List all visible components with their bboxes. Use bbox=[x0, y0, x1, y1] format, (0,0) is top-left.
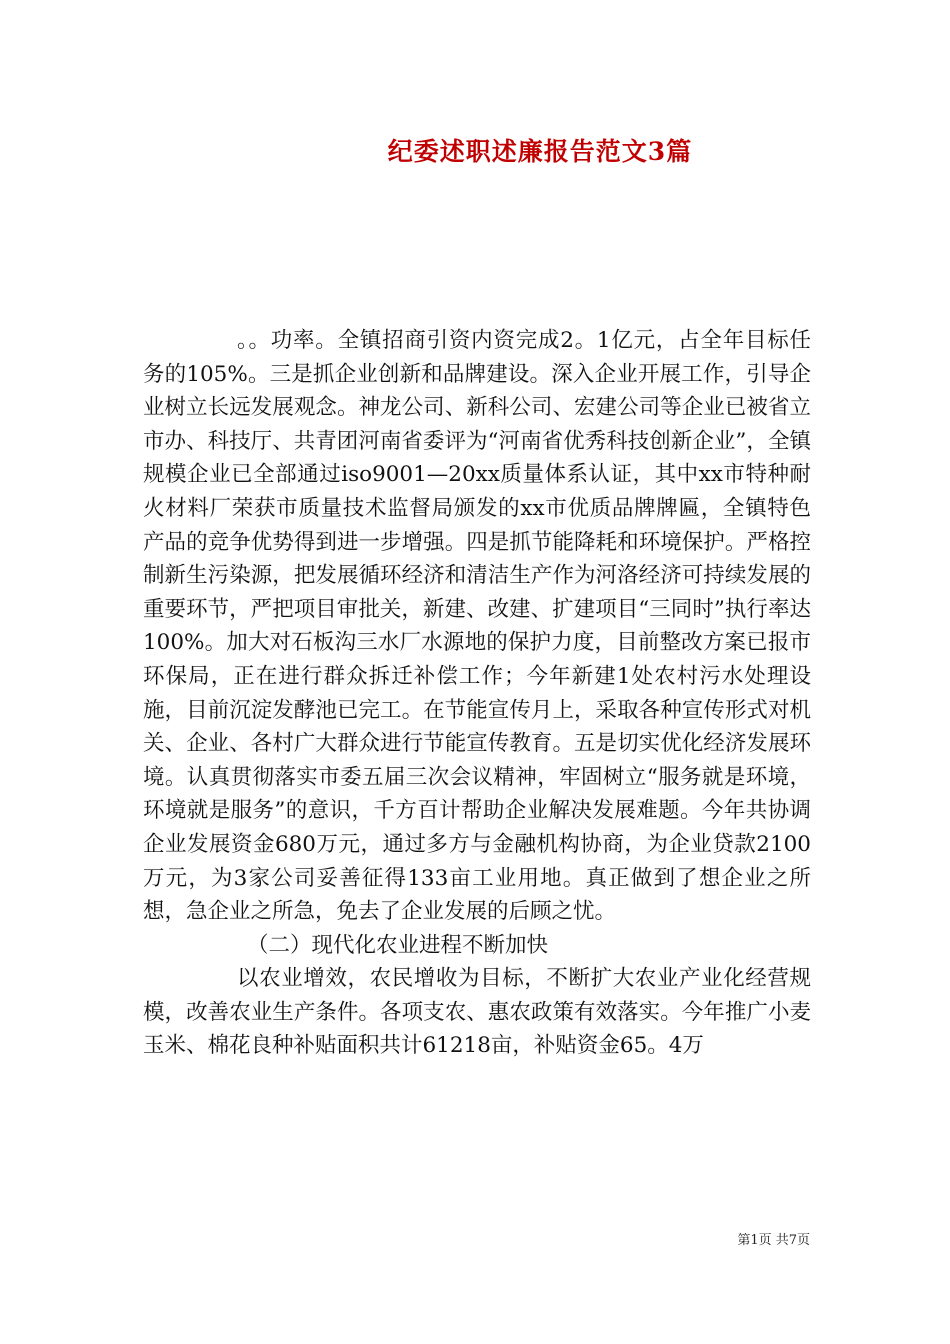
section-heading: （二）现代化农业进程不断加快 bbox=[247, 932, 549, 958]
body-paragraph-2: 以农业增效，农民增收为目标，不断扩大农业产业化经营规模，改善农业生产条件。各项支农、惠农政策有效落实。今年推广小麦玉米、棉花良种补贴面积共计61218亩，补贴资金65。4万 bbox=[143, 966, 811, 1059]
page-footer: 第1页 共7页 bbox=[737, 1233, 810, 1248]
document-title: 纪委述职述廉报告范文3篇 bbox=[387, 137, 693, 166]
document-body bbox=[143, 324, 811, 1063]
body-paragraph-1: 。。功率。全镇招商引资内资完成2。1亿元，占全年目标任务的105%。三是抓企业创新和品牌建设。深入企业开展工作，引导企业树立长远发展观念。神龙公司、新科公司、宏建公司等企业已被省立市办、科技厅、共青团河南省委评为“河南省优秀科技创新企业”，全镇规模企业已全部通过iso9001—20xx质量体系认证，其中xx市特种耐火材料厂荣获市质量技术监督局颁发的xx市优质品牌牌匾，全镇特色产品的竞争优势得到进一步增强。四是抓节能降耗和环境保护。严格控制新生污染源，把发展循环经济和清洁生产作为河洛经济可持续发展的重要环节，严把项目审批关，新建、改建、扩建项目“三同时”执行率达100%。加大对石板沟三水厂水源地的保护力度，目前整改方案已报市环保局，正在进行群众拆迁补偿工作；今年新建1处农村污水处理设施，目前沉淀发酵池已完工。在节能宣传月上，采取各种宣传形式对机关、企业、各村广大群众进行节能宣传教育。五是切实优化经济发展环境。认真贯彻落实市委五届三次会议精神，牢固树立“服务就是环境，环境就是服务”的意识，千方百计帮助企业解决发展难题。今年共协调企业发展资金680万元，通过多方与金融机构协商，为企业贷款2100万元，为3家公司妥善征得133亩工业用地。真正做到了想企业之所想，急企业之所急，免去了企业发展的后顾之忧。 bbox=[143, 328, 811, 925]
